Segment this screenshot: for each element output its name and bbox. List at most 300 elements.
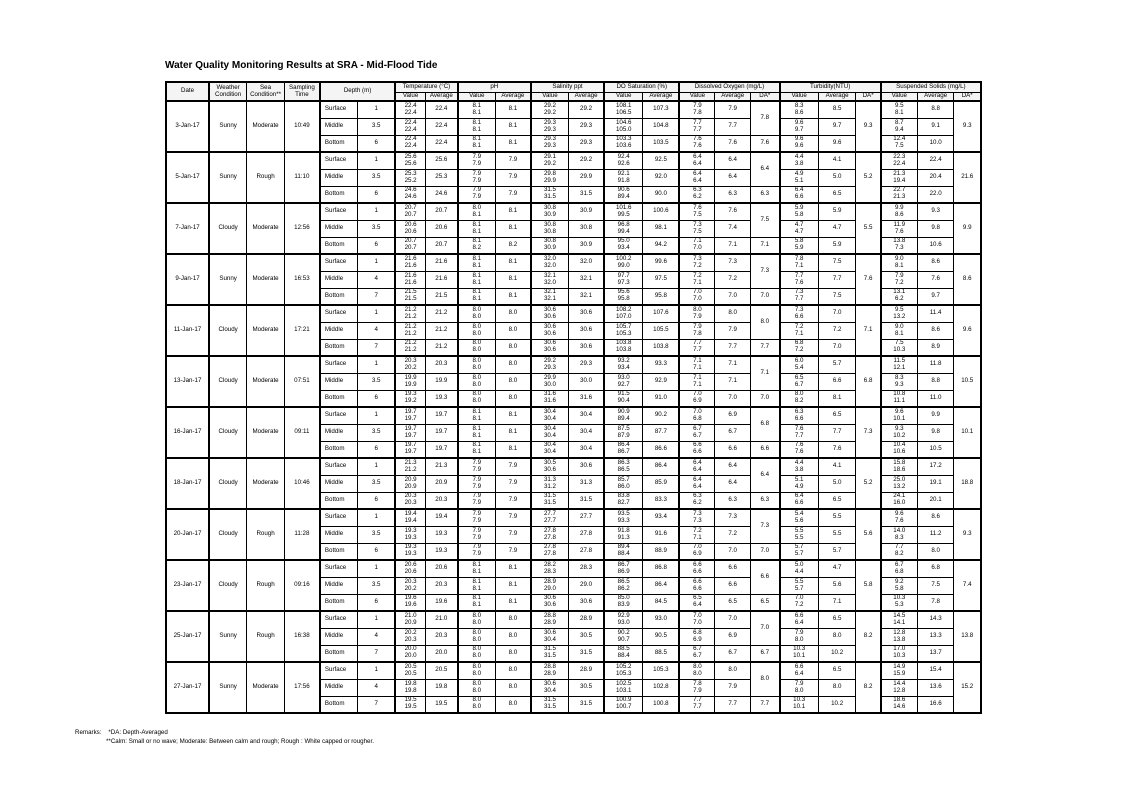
level-cell: Bottom <box>320 186 358 203</box>
subheader-average: Average <box>715 92 751 101</box>
do-da-cell: 7.5 <box>750 203 779 237</box>
subheader-average: Average <box>495 92 531 101</box>
turbidity-da-cell: 7.1 <box>856 305 881 356</box>
temp-value-cell: 20.3 20.2 <box>395 577 425 594</box>
temp-value-cell: 19.7 19.7 <box>395 441 425 458</box>
ss-value-cell: 9.9 8.6 <box>881 203 918 220</box>
sal-value-cell: 30.6 30.6 <box>531 322 569 339</box>
ph-average-cell: 8.1 <box>495 441 531 458</box>
level-cell: Bottom <box>320 135 358 152</box>
dosat-value-cell: 108.2 107.0 <box>604 305 643 322</box>
turbidity-da-cell: 5.6 <box>856 509 881 560</box>
header-weather: Weather Condition <box>209 82 247 101</box>
sal-value-cell: 28.2 28.3 <box>531 560 569 577</box>
ph-average-cell: 8.1 <box>495 271 531 288</box>
turb-value-cell: 7.9 8.0 <box>780 679 819 696</box>
level-cell: Surface <box>320 101 358 118</box>
sea-cell: Moderate <box>247 458 285 509</box>
ss-value-cell: 9.5 13.2 <box>881 305 918 322</box>
record-block <box>166 203 981 254</box>
ph-average-cell: 8.1 <box>495 424 531 441</box>
turb-average-cell: 4.1 <box>818 152 856 169</box>
turb-average-cell: 4.1 <box>818 458 856 475</box>
turbidity-da-cell: 5.2 <box>856 458 881 509</box>
subheader-value: Value <box>395 92 425 101</box>
sal-average-cell: 29.9 <box>569 169 605 186</box>
sal-value-cell: 31.6 31.6 <box>531 390 569 407</box>
ss-average-cell: 14.3 <box>917 611 954 628</box>
do-da-bottom-cell: 6.7 <box>750 645 779 662</box>
do-value-cell: 6.7 6.7 <box>679 645 715 662</box>
level-cell: Middle <box>320 373 358 390</box>
ss-average-cell: 17.2 <box>917 458 954 475</box>
depth-cell: 6 <box>358 237 396 254</box>
ss-average-cell: 20.4 <box>917 169 954 186</box>
temp-average-cell: 25.3 <box>425 169 457 186</box>
level-cell: Surface <box>320 611 358 628</box>
ss-average-cell: 8.8 <box>917 373 954 390</box>
do-average-cell: 7.3 <box>715 254 751 271</box>
level-cell: Surface <box>320 458 358 475</box>
dosat-value-cell: 100.9 100.7 <box>604 696 643 713</box>
sal-value-cell: 30.6 30.6 <box>531 339 569 356</box>
level-cell: Surface <box>320 203 358 220</box>
turb-value-cell: 6.3 6.6 <box>780 407 819 424</box>
dosat-average-cell: 102.8 <box>643 679 680 696</box>
ph-value-cell: 8.1 8.1 <box>458 101 496 118</box>
dosat-value-cell: 92.9 93.0 <box>604 611 643 628</box>
temp-value-cell: 19.3 19.2 <box>395 390 425 407</box>
temp-value-cell: 20.0 20.0 <box>395 645 425 662</box>
sal-value-cell: 30.6 30.6 <box>531 305 569 322</box>
ph-value-cell: 7.9 7.9 <box>458 186 496 203</box>
sal-value-cell: 31.5 31.5 <box>531 186 569 203</box>
ph-value-cell: 8.0 8.0 <box>458 373 496 390</box>
depth-cell: 1 <box>358 509 396 526</box>
turb-value-cell: 4.4 3.8 <box>780 458 819 475</box>
dosat-value-cell: 89.4 88.4 <box>604 543 643 560</box>
sal-value-cell: 28.8 28.9 <box>531 611 569 628</box>
do-average-cell: 7.7 <box>715 118 751 135</box>
sal-average-cell: 30.4 <box>569 441 605 458</box>
sal-average-cell: 31.6 <box>569 390 605 407</box>
sea-cell: Moderate <box>247 203 285 254</box>
dosat-average-cell: 100.8 <box>643 696 680 713</box>
temp-average-cell: 20.5 <box>425 662 457 679</box>
level-cell: Surface <box>320 254 358 271</box>
do-average-cell: 7.0 <box>715 390 751 407</box>
ss-average-cell: 9.1 <box>917 118 954 135</box>
temp-value-cell: 21.6 21.6 <box>395 271 425 288</box>
ph-average-cell: 8.0 <box>495 339 531 356</box>
ss-average-cell: 11.4 <box>917 305 954 322</box>
temp-average-cell: 22.4 <box>425 101 457 118</box>
do-average-cell: 6.7 <box>715 645 751 662</box>
ss-value-cell: 15.8 18.6 <box>881 458 918 475</box>
dosat-average-cell: 90.2 <box>643 407 680 424</box>
sal-average-cell: 30.4 <box>569 424 605 441</box>
weather-cell: Cloudy <box>209 509 247 560</box>
ss-value-cell: 10.3 5.3 <box>881 594 918 611</box>
dosat-value-cell: 93.5 93.3 <box>604 509 643 526</box>
temp-average-cell: 19.7 <box>425 407 457 424</box>
dosat-value-cell: 93.2 93.4 <box>604 356 643 373</box>
do-da-bottom-cell: 6.6 <box>750 441 779 458</box>
sal-value-cell: 31.5 31.5 <box>531 645 569 662</box>
ss-average-cell: 10.5 <box>917 441 954 458</box>
level-cell: Middle <box>320 271 358 288</box>
dosat-average-cell: 88.5 <box>643 645 680 662</box>
subheader-da: DA* <box>954 92 981 101</box>
temp-value-cell: 20.3 20.2 <box>395 356 425 373</box>
turb-average-cell: 5.0 <box>818 475 856 492</box>
record-block <box>166 611 981 662</box>
dosat-value-cell: 86.7 86.9 <box>604 560 643 577</box>
ss-average-cell: 11.8 <box>917 356 954 373</box>
ss-average-cell: 8.8 <box>917 101 954 118</box>
ss-value-cell: 9.0 8.1 <box>881 322 918 339</box>
do-da-bottom-cell: 7.1 <box>750 237 779 254</box>
dosat-value-cell: 103.3 103.6 <box>604 135 643 152</box>
do-average-cell: 6.4 <box>715 475 751 492</box>
turb-value-cell: 7.6 7.7 <box>780 424 819 441</box>
temp-average-cell: 19.5 <box>425 696 457 713</box>
ph-average-cell: 8.1 <box>495 594 531 611</box>
temp-average-cell: 21.6 <box>425 271 457 288</box>
ph-value-cell: 8.0 8.1 <box>458 203 496 220</box>
turb-average-cell: 6.5 <box>818 662 856 679</box>
turb-value-cell: 4.9 5.1 <box>780 169 819 186</box>
temp-average-cell: 22.4 <box>425 118 457 135</box>
ss-da-cell: 9.3 <box>954 509 981 560</box>
subheader-average: Average <box>917 92 954 101</box>
sal-average-cell: 27.8 <box>569 526 605 543</box>
do-average-cell: 7.0 <box>715 611 751 628</box>
date-cell: 3-Jan-17 <box>166 101 209 152</box>
sal-average-cell: 31.5 <box>569 186 605 203</box>
temp-average-cell: 19.3 <box>425 543 457 560</box>
temp-value-cell: 19.6 19.6 <box>395 594 425 611</box>
dosat-value-cell: 90.6 89.4 <box>604 186 643 203</box>
turb-average-cell: 10.2 <box>818 696 856 713</box>
sal-average-cell: 30.4 <box>569 407 605 424</box>
do-value-cell: 7.3 7.3 <box>679 509 715 526</box>
sal-value-cell: 29.9 30.0 <box>531 373 569 390</box>
do-average-cell: 7.6 <box>715 203 751 220</box>
do-value-cell: 7.7 7.7 <box>679 696 715 713</box>
ss-value-cell: 6.7 6.8 <box>881 560 918 577</box>
turb-average-cell: 5.7 <box>818 356 856 373</box>
ph-value-cell: 7.9 7.9 <box>458 526 496 543</box>
sal-average-cell: 30.8 <box>569 220 605 237</box>
depth-cell: 1 <box>358 254 396 271</box>
ph-value-cell: 7.9 7.9 <box>458 509 496 526</box>
sal-value-cell: 29.2 29.2 <box>531 101 569 118</box>
depth-cell: 4 <box>358 322 396 339</box>
time-cell: 12:56 <box>284 203 320 254</box>
ss-average-cell: 9.8 <box>917 220 954 237</box>
do-average-cell: 7.1 <box>715 237 751 254</box>
ss-average-cell: 10.6 <box>917 237 954 254</box>
temp-average-cell: 19.7 <box>425 424 457 441</box>
turb-value-cell: 6.4 6.6 <box>780 492 819 509</box>
temp-value-cell: 25.3 25.2 <box>395 169 425 186</box>
ss-da-cell: 10.5 <box>954 356 981 407</box>
do-da-cell: 7.3 <box>750 509 779 543</box>
temp-value-cell: 21.2 21.2 <box>395 339 425 356</box>
do-value-cell: 6.7 6.7 <box>679 424 715 441</box>
dosat-average-cell: 84.5 <box>643 594 680 611</box>
turb-value-cell: 5.4 5.6 <box>780 509 819 526</box>
do-average-cell: 6.6 <box>715 560 751 577</box>
ph-average-cell: 7.9 <box>495 458 531 475</box>
dosat-value-cell: 86.4 86.7 <box>604 441 643 458</box>
do-average-cell: 7.0 <box>715 543 751 560</box>
level-cell: Bottom <box>320 288 358 305</box>
ph-average-cell: 7.9 <box>495 186 531 203</box>
depth-cell: 4 <box>358 271 396 288</box>
ph-average-cell: 8.2 <box>495 237 531 254</box>
dosat-value-cell: 105.7 105.3 <box>604 322 643 339</box>
temp-value-cell: 19.7 19.7 <box>395 424 425 441</box>
do-da-cell: 6.6 <box>750 560 779 594</box>
header-do-saturation: DO Saturation (%) <box>604 82 679 92</box>
turb-average-cell: 7.5 <box>818 288 856 305</box>
do-value-cell: 7.0 6.9 <box>679 543 715 560</box>
ss-average-cell: 13.6 <box>917 679 954 696</box>
ph-average-cell: 8.1 <box>495 203 531 220</box>
do-da-bottom-cell: 7.0 <box>750 543 779 560</box>
do-average-cell: 6.7 <box>715 424 751 441</box>
dosat-average-cell: 92.0 <box>643 169 680 186</box>
page-title: Water Quality Monitoring Results at SRA - Mid-Flood Tide <box>165 60 438 71</box>
sal-value-cell: 32.1 32.1 <box>531 288 569 305</box>
ss-value-cell: 22.7 21.3 <box>881 186 918 203</box>
time-cell: 10:49 <box>284 101 320 152</box>
ph-average-cell: 8.1 <box>495 101 531 118</box>
ph-value-cell: 8.0 8.0 <box>458 679 496 696</box>
sal-value-cell: 29.2 29.3 <box>531 356 569 373</box>
sal-average-cell: 29.2 <box>569 152 605 169</box>
date-cell: 25-Jan-17 <box>166 611 209 662</box>
ss-value-cell: 9.2 5.8 <box>881 577 918 594</box>
dosat-value-cell: 105.2 105.3 <box>604 662 643 679</box>
sal-average-cell: 32.0 <box>569 254 605 271</box>
ph-value-cell: 8.1 8.1 <box>458 288 496 305</box>
time-cell: 17:21 <box>284 305 320 356</box>
turb-average-cell: 4.7 <box>818 560 856 577</box>
sea-cell: Moderate <box>247 254 285 305</box>
ph-value-cell: 8.1 8.1 <box>458 271 496 288</box>
turb-average-cell: 4.7 <box>818 220 856 237</box>
turb-average-cell: 5.9 <box>818 203 856 220</box>
ph-value-cell: 8.0 8.0 <box>458 305 496 322</box>
ph-average-cell: 8.1 <box>495 254 531 271</box>
turb-average-cell: 7.1 <box>818 594 856 611</box>
turb-average-cell: 9.6 <box>818 135 856 152</box>
do-da-bottom-cell: 7.0 <box>750 390 779 407</box>
level-cell: Middle <box>320 169 358 186</box>
weather-cell: Cloudy <box>209 407 247 458</box>
do-value-cell: 7.0 6.8 <box>679 407 715 424</box>
header-temperature: Temperature (°C) <box>395 82 457 92</box>
ph-average-cell: 7.9 <box>495 169 531 186</box>
ss-average-cell: 8.6 <box>917 322 954 339</box>
subheader-da: DA* <box>856 92 881 101</box>
ss-value-cell: 9.6 7.6 <box>881 509 918 526</box>
sal-average-cell: 29.3 <box>569 118 605 135</box>
record-block <box>166 356 981 407</box>
header-salinity: Salinity ppt <box>531 82 604 92</box>
temp-average-cell: 19.7 <box>425 441 457 458</box>
ph-value-cell: 8.1 8.1 <box>458 441 496 458</box>
level-cell: Surface <box>320 560 358 577</box>
temp-average-cell: 20.3 <box>425 492 457 509</box>
subheader-average: Average <box>569 92 605 101</box>
ph-value-cell: 8.0 8.0 <box>458 645 496 662</box>
dosat-average-cell: 91.6 <box>643 526 680 543</box>
temp-value-cell: 19.8 19.8 <box>395 679 425 696</box>
dosat-value-cell: 91.5 90.4 <box>604 390 643 407</box>
ss-value-cell: 13.1 6.2 <box>881 288 918 305</box>
sal-average-cell: 30.5 <box>569 628 605 645</box>
do-average-cell: 7.2 <box>715 526 751 543</box>
sal-average-cell: 30.9 <box>569 237 605 254</box>
time-cell: 09:16 <box>284 560 320 611</box>
time-cell: 11:28 <box>284 509 320 560</box>
do-average-cell: 6.4 <box>715 152 751 169</box>
weather-cell: Sunny <box>209 611 247 662</box>
temp-value-cell: 19.5 19.5 <box>395 696 425 713</box>
do-value-cell: 7.2 7.1 <box>679 526 715 543</box>
dosat-value-cell: 104.6 105.0 <box>604 118 643 135</box>
ss-value-cell: 14.4 12.8 <box>881 679 918 696</box>
do-value-cell: 7.0 6.9 <box>679 390 715 407</box>
header-depth: Depth (m) <box>320 82 395 101</box>
level-cell: Middle <box>320 679 358 696</box>
ss-da-cell: 21.6 <box>954 152 981 203</box>
ph-value-cell: 8.1 8.1 <box>458 135 496 152</box>
do-average-cell: 7.4 <box>715 220 751 237</box>
ph-value-cell: 8.0 8.0 <box>458 696 496 713</box>
ss-value-cell: 9.5 8.1 <box>881 101 918 118</box>
depth-cell: 6 <box>358 135 396 152</box>
do-value-cell: 6.4 6.4 <box>679 169 715 186</box>
ss-average-cell: 8.9 <box>917 339 954 356</box>
depth-cell: 1 <box>358 152 396 169</box>
temp-value-cell: 22.4 22.4 <box>395 101 425 118</box>
ph-value-cell: 8.0 8.0 <box>458 628 496 645</box>
ss-value-cell: 12.4 7.5 <box>881 135 918 152</box>
dosat-value-cell: 85.0 83.9 <box>604 594 643 611</box>
table-row <box>166 611 981 628</box>
ph-value-cell: 7.9 7.9 <box>458 543 496 560</box>
temp-value-cell: 20.7 20.7 <box>395 203 425 220</box>
ss-value-cell: 12.8 13.8 <box>881 628 918 645</box>
level-cell: Middle <box>320 220 358 237</box>
ss-value-cell: 9.0 8.1 <box>881 254 918 271</box>
do-average-cell: 6.5 <box>715 594 751 611</box>
temp-value-cell: 19.9 19.9 <box>395 373 425 390</box>
dosat-value-cell: 90.2 90.7 <box>604 628 643 645</box>
depth-cell: 4 <box>358 628 396 645</box>
turb-average-cell: 6.5 <box>818 611 856 628</box>
dosat-value-cell: 88.5 88.4 <box>604 645 643 662</box>
do-value-cell: 7.1 7.1 <box>679 373 715 390</box>
ss-average-cell: 19.1 <box>917 475 954 492</box>
dosat-value-cell: 83.8 82.7 <box>604 492 643 509</box>
dosat-value-cell: 87.5 87.9 <box>604 424 643 441</box>
turb-value-cell: 4.4 3.8 <box>780 152 819 169</box>
dosat-average-cell: 93.0 <box>643 611 680 628</box>
table-row <box>166 203 981 220</box>
temp-value-cell: 20.6 20.6 <box>395 220 425 237</box>
dosat-average-cell: 99.6 <box>643 254 680 271</box>
weather-cell: Cloudy <box>209 458 247 509</box>
subheader-value: Value <box>881 92 918 101</box>
turb-average-cell: 5.5 <box>818 526 856 543</box>
table-row <box>166 254 981 271</box>
level-cell: Surface <box>320 407 358 424</box>
sea-cell: Moderate <box>247 305 285 356</box>
do-value-cell: 7.9 7.8 <box>679 101 715 118</box>
sal-average-cell: 30.6 <box>569 594 605 611</box>
ph-value-cell: 8.1 8.1 <box>458 424 496 441</box>
depth-cell: 6 <box>358 390 396 407</box>
ss-da-cell: 10.1 <box>954 407 981 458</box>
time-cell: 16:38 <box>284 611 320 662</box>
header-suspended-solids: Suspended Solids (mg/L) <box>881 82 981 92</box>
level-cell: Bottom <box>320 339 358 356</box>
temp-average-cell: 20.6 <box>425 560 457 577</box>
do-da-bottom-cell: 6.3 <box>750 492 779 509</box>
date-cell: 18-Jan-17 <box>166 458 209 509</box>
dosat-value-cell: 97.7 97.3 <box>604 271 643 288</box>
do-da-cell: 7.3 <box>750 254 779 288</box>
temp-average-cell: 20.7 <box>425 203 457 220</box>
sal-average-cell: 29.3 <box>569 135 605 152</box>
sal-value-cell: 30.6 30.6 <box>531 594 569 611</box>
depth-cell: 3.5 <box>358 526 396 543</box>
level-cell: Middle <box>320 322 358 339</box>
sal-value-cell: 30.8 30.9 <box>531 237 569 254</box>
ss-da-cell: 18.8 <box>954 458 981 509</box>
temp-average-cell: 20.9 <box>425 475 457 492</box>
do-average-cell: 6.4 <box>715 169 751 186</box>
subheader-value: Value <box>780 92 819 101</box>
do-value-cell: 6.4 6.4 <box>679 475 715 492</box>
dosat-average-cell: 90.0 <box>643 186 680 203</box>
turb-value-cell: 8.0 8.2 <box>780 390 819 407</box>
turb-average-cell: 5.9 <box>818 237 856 254</box>
ph-value-cell: 8.1 8.1 <box>458 118 496 135</box>
depth-cell: 6 <box>358 543 396 560</box>
sal-average-cell: 31.5 <box>569 492 605 509</box>
level-cell: Bottom <box>320 390 358 407</box>
depth-cell: 6 <box>358 594 396 611</box>
sal-value-cell: 30.6 30.4 <box>531 679 569 696</box>
ss-average-cell: 8.6 <box>917 254 954 271</box>
temp-value-cell: 22.4 22.4 <box>395 135 425 152</box>
ss-average-cell: 10.0 <box>917 135 954 152</box>
dosat-value-cell: 101.6 99.5 <box>604 203 643 220</box>
ph-average-cell: 8.0 <box>495 373 531 390</box>
sal-average-cell: 32.1 <box>569 271 605 288</box>
turb-value-cell: 7.0 7.2 <box>780 594 819 611</box>
temp-average-cell: 21.0 <box>425 611 457 628</box>
level-cell: Middle <box>320 118 358 135</box>
level-cell: Surface <box>320 356 358 373</box>
